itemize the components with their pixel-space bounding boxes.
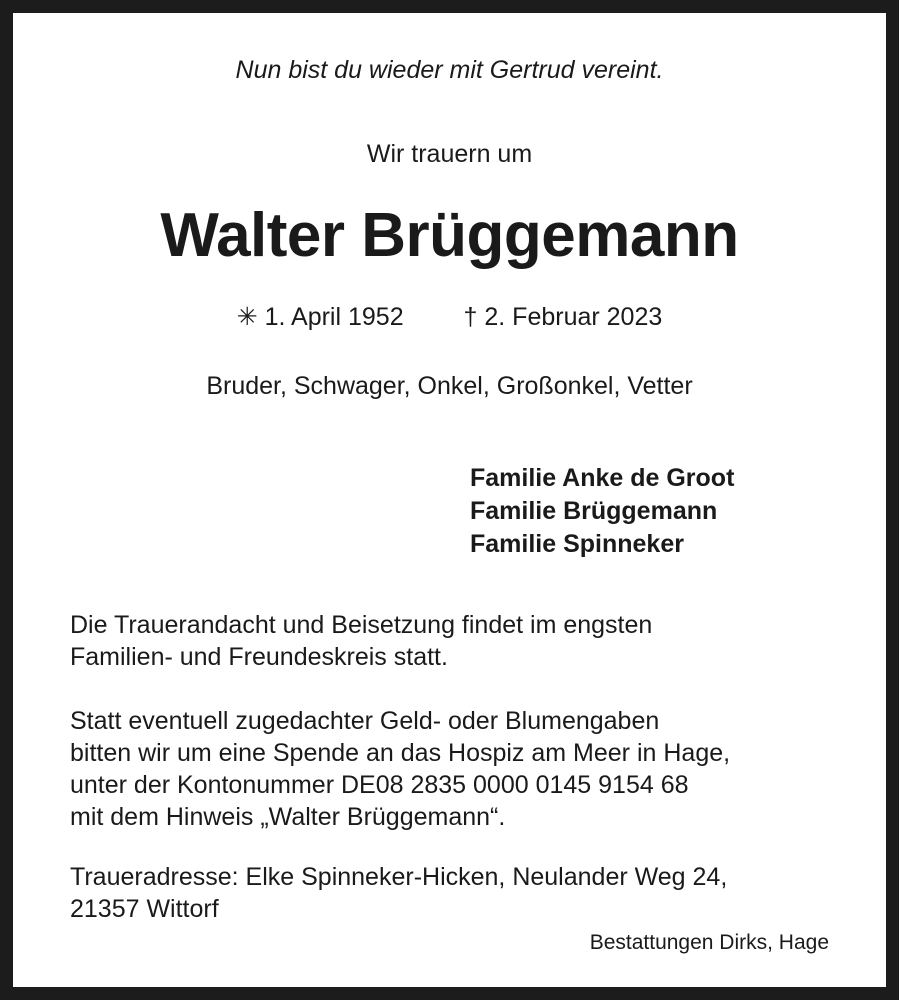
motto: Nun bist du wieder mit Gertrud vereint. [235, 56, 664, 84]
deceased-name: Walter Brüggemann [160, 201, 739, 270]
families-list [470, 462, 734, 561]
family-name: Familie Brüggemann [470, 497, 718, 525]
undertaker: Bestattungen Dirks, Hage [589, 931, 829, 954]
death-date: 2. Februar 2023 [484, 303, 663, 331]
family-name: Familie Anke de Groot [470, 464, 735, 492]
life-dates [0, 302, 899, 332]
birth-date: 1. April 1952 [264, 303, 404, 331]
donation-notice: Statt eventuell zugedachter Geld- oder Blumengaben bitten wir um eine Spende an das Hospiz am Meer in Hage, unter der Kontonummer DE08 2835 0000 0145 9154 68 mit dem Hinweis „Walter Brüggemann“. [70, 707, 731, 831]
family-name: Familie Spinneker [470, 530, 684, 558]
mourning-address: Traueradresse: Elke Spinneker-Hicken, Neulander Weg 24, 21357 Wittorf [70, 863, 728, 923]
ceremony-notice: Die Trauerandacht und Beisetzung findet im engsten Familien- und Freundeskreis statt. [70, 611, 653, 671]
birth-star-icon: ✳ [236, 303, 258, 331]
relations: Bruder, Schwager, Onkel, Großonkel, Vetter [206, 372, 693, 400]
intro-line: Wir trauern um [366, 140, 533, 168]
death-cross-icon: † [463, 303, 478, 331]
